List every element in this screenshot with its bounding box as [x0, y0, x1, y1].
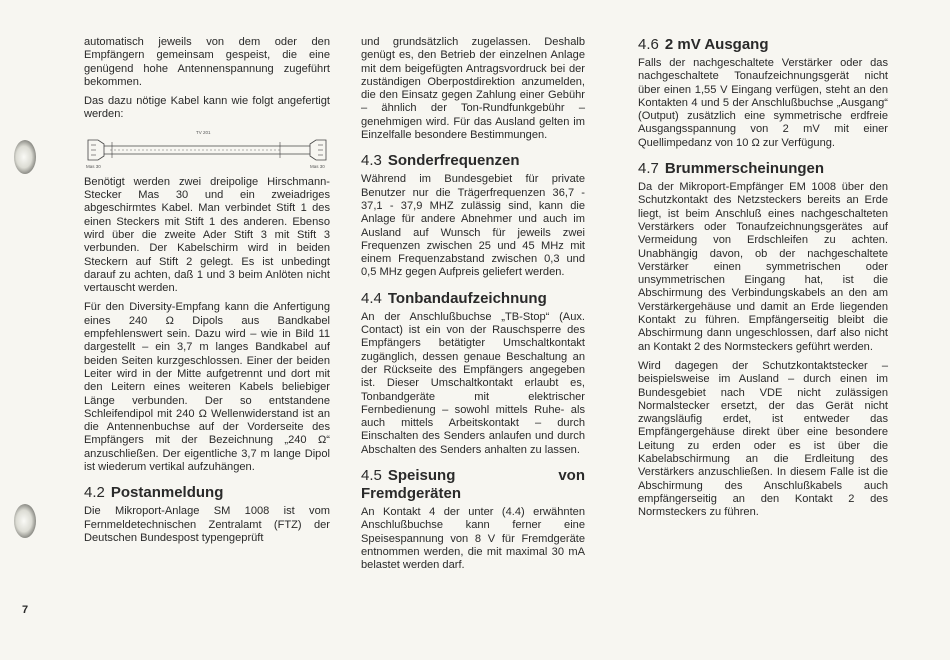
paragraph: Das dazu nötige Kabel kann wie folgt angefertigt werden:: [84, 95, 330, 121]
section-title: Sonderfrequenzen: [387, 152, 520, 170]
section-title: Brummerscheinungen: [664, 160, 825, 178]
section-number: 4.2: [84, 484, 105, 502]
section-heading-4-3: [361, 152, 585, 170]
figure-label-top: TV 201: [196, 129, 211, 135]
cable-diagram: [84, 128, 330, 168]
paragraph: und grundsätzlich zugelassen. Deshalb genügt es, den Betrieb der einzelnen Anlage mit dem beigefügten Antragsvordruck bei der zuständigen Oberpostdirektion anzumelden, die den Einsatz gegen Zahlung einer Gebühr – ähnlich der Ton-Rundfunkgebühr – genehmigen wird. Für das Ausland gelten im Einzelfalle besondere Bestimmungen.: [361, 36, 585, 142]
paragraph: Falls der nachgeschaltete Verstärker oder das nachgeschaltete Tonaufzeichnungsgerät nicht über einen 1,55 V Eingang verfügen, steht an den Kontakten 4 und 5 der Anschlußbuchse „Ausgang“ (Output) zusätzlich eine symmetrische erdfreie Ausgangsspannung von 2 mV mit einer Quellimpedanz von 10 Ω zur Verfügung.: [638, 57, 888, 149]
section-number: 4.5: [361, 467, 382, 485]
figure-label-right: Mas 30: [310, 163, 325, 169]
paragraph: An Kontakt 4 der unter (4.4) erwähnten Anschlußbuchse kann ferner eine Speisespannung von 8 V für Fremdgeräte entnommen werden, die mit maximal 30 mA belastet werden darf.: [361, 506, 585, 572]
section-title: Postanmeldung: [110, 484, 224, 502]
section-title: Speisung von Fremdgeräten: [361, 467, 585, 503]
column-right: [638, 36, 888, 520]
section-heading-4-2: [84, 484, 330, 502]
paragraph: Während im Bundesgebiet für private Benutzer nur die Trägerfrequenzen 36,7 - 37,1 - 37,9 MHZ zulässig sind, kann die Anlage für andere Abnehmer und auch im Ausland auf Wunsch für jeweils zwei Frequenzen zwischen 25 und 45 MHz mit einem Frequenzabstand zwischen 0,3 und 0,5 MHz gegen Aufpreis geliefert werden.: [361, 173, 585, 279]
column-middle: [361, 36, 585, 573]
paragraph: automatisch jeweils von dem oder den Empfängern gemeinsam gespeist, die eine genügend hohe Antennenspannung zugeführt bekommen.: [84, 36, 330, 88]
binder-hole-top: [14, 140, 36, 174]
column-left: [84, 36, 330, 545]
section-number: 4.4: [361, 289, 382, 307]
paragraph: Wird dagegen der Schutzkontaktstecker – beispielsweise im Ausland – durch einen im Bundesgebiet nach VDE nicht zulässigen Normalstecker ersetzt, der das Gerät nicht zwangsläufig erdet, ist entweder das Empfängergehäuse direkt über eine besondere Leitung zu erden oder es ist über die Kabelabschirmung an die Erdleitung des Verstärkers anzuschließen. In diesem Falle ist die Abschirmung des Anschlußkabels auch empfängerseitig an den Kontakt 2 des Normsteckers zu führen.: [638, 359, 888, 519]
paragraph: Die Mikroport-Anlage SM 1008 ist vom Fernmeldetechnischen Zentralamt (FTZ) der Deutschen Bundespost typengeprüft: [84, 505, 330, 544]
section-title: Tonbandaufzeichnung: [387, 289, 547, 307]
section-heading-4-4: [361, 290, 585, 308]
figure-label-left: Mas 30: [86, 163, 101, 169]
section-heading-4-7: [638, 160, 888, 178]
section-heading-4-6: [638, 36, 888, 54]
section-heading-4-5: [361, 467, 585, 503]
paragraph: Benötigt werden zwei dreipolige Hirschmann-Stecker Mas 30 und ein zweiadriges abgeschirmtes Kabel. Man verbindet Stift 1 des einen Steckers mit Stift 1 des anderen. Ebenso wird über die zweite Ader Stift 3 mit Stift 3 verbunden. Der Kabelschirm wird in beiden Steckern auf Stift 2 gelegt. Es ist unbedingt darauf zu achten, daß 1 und 3 beim Anlöten nicht vertauscht werden.: [84, 175, 330, 295]
section-title: 2 mV Ausgang: [664, 36, 769, 53]
section-number: 4.3: [361, 152, 382, 170]
paragraph: Da der Mikroport-Empfänger EM 1008 über den Schutzkontakt des Netzsteckers bereits an Erde liegt, ist beim Anschluß eines nachgeschalteten Verstärkers oder Tonaufzeichnungsgerätes auf Vermeidung von Erdschleifen zu achten. Unabhängig davon, ob der nachgeschaltete Verstärker einen symmetrischen oder unsymmetrischen Eingang hat, ist die Abschirmung des Verbindungskabels an den am Verstärkergehäuse und damit an Erde liegenden Kontakt zu führen. Empfängerseitig bleibt die Abschirmung dann ungeschlossen, darf also nicht an Kontakt 2 des Normsteckers geführt werden.: [638, 181, 888, 353]
section-number: 4.7: [638, 160, 659, 178]
paragraph: An der Anschlußbuchse „TB-Stop“ (Aux. Contact) ist ein von der Rauschsperre des Empfängers betätigter Umschaltkontakt zugänglich, dessen genaue Beschaltung an der Rückseite des Empfängers angegeben ist. Dieser Umschaltkontakt erlaubt es, Tonbandgeräte mit elektrischer Fernbedienung – sowohl mittels Ruhe- als auch mittels Arbeitskontakt – durch Einschalten des Senders anlaufen und durch Abschalten des Senders anhalten zu lassen.: [361, 310, 585, 456]
section-number: 4.6: [638, 36, 659, 53]
paragraph: Für den Diversity-Empfang kann die Anfertigung eines 240 Ω Dipols aus Bandkabel empfehlenswert sein. Dazu wird – wie in Bild 11 dargestellt – ein 3,7 m langes Bandkabel auf beiden Seiten kurzgeschlossen. Einer der beiden Leiter wird in der Mitte aufgetrennt und dort mit den Leitern eines weiteren Kabels beliebiger Länge verbunden. Der so entstandene Schleifendipol mit 240 Ω Wellenwiderstand ist an die Antennenbuchse auf der Vorderseite des Empfängers mit der Bezeichnung „240 Ω“ anzuschließen. Der eigentliche 3,7 m lange Dipol ist wiederum vertikal aufzuhängen.: [84, 301, 330, 474]
binder-hole-bottom: [14, 504, 36, 538]
cable-diagram-svg: [84, 128, 330, 170]
page-number: 7: [22, 604, 29, 616]
